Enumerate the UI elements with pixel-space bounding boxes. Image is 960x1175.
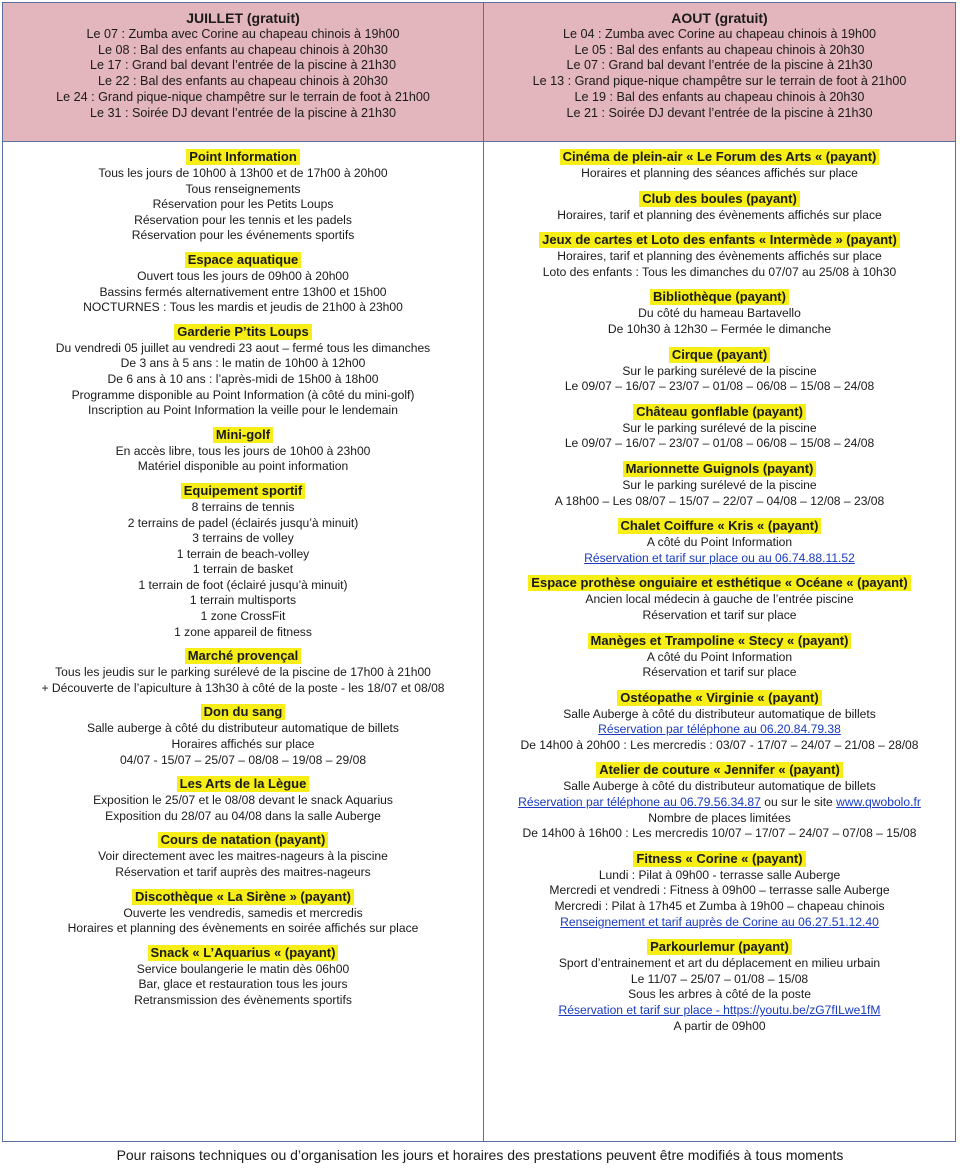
section-body <box>484 306 955 337</box>
section-line: 1 terrain de beach-volley <box>176 546 310 561</box>
section-line: Du vendredi 05 juillet au vendredi 23 aout – fermé tous les dimanches <box>55 340 431 355</box>
section-title: Chalet Coiffure « Kris « (payant) <box>618 518 822 534</box>
august-event: Le 21 : Soirée DJ devant l’entrée de la piscine à 21h30 <box>566 105 873 120</box>
section-title: Ostéopathe « Virginie « (payant) <box>617 690 821 706</box>
section-body <box>3 793 483 824</box>
section-line: De 6 ans à 10 ans : l’après-midi de 15h00 à 18h00 <box>107 371 379 386</box>
activity-section <box>3 251 483 316</box>
section-body <box>3 721 483 768</box>
section-line: Voir directement avec les maitres-nageurs à la piscine <box>98 849 388 864</box>
section-line: Le 11/07 – 25/07 – 01/08 – 15/08 <box>630 971 809 986</box>
section-line: Réservation pour les événements sportifs <box>131 228 355 243</box>
section-line: Le 09/07 – 16/07 – 23/07 – 01/08 – 06/08 – 15/08 – 24/08 <box>564 379 875 394</box>
section-line: Sous les arbres à côté de la poste <box>628 987 811 1002</box>
section-title: Snack « L’Aquarius « (payant) <box>148 945 339 961</box>
section-title: Discothèque « La Sirène » (payant) <box>132 889 354 905</box>
booking-link[interactable]: Renseignement et tarif auprès de Corine au 06.27.51.12.40 <box>560 914 879 929</box>
section-body <box>3 906 483 937</box>
section-line: Sur le parking surélevé de la piscine <box>622 477 817 492</box>
section-line: Horaires affichés sur place <box>171 737 315 752</box>
section-line: Bassins fermés alternativement entre 13h00 et 15h00 <box>99 284 387 299</box>
activity-section <box>3 482 483 640</box>
july-event: Le 22 : Bal des enfants au chapeau chinois à 20h30 <box>98 74 388 89</box>
section-body <box>484 208 955 224</box>
section-line: A partir de 09h00 <box>673 1018 766 1033</box>
section-line: Ouvert tous les jours de 09h00 à 20h00 <box>137 268 349 283</box>
section-body <box>484 249 955 280</box>
section-body <box>484 535 955 566</box>
section-line: Sport d’entrainement et art du déplacement en milieu urbain <box>558 956 881 971</box>
section-body <box>3 500 483 640</box>
right-activities-column <box>484 142 955 1141</box>
section-title: Marionnette Guignols (payant) <box>623 461 817 477</box>
section-line: Sur le parking surélevé de la piscine <box>622 420 817 435</box>
section-line: En accès libre, tous les jours de 10h00 à 23h00 <box>115 443 371 458</box>
section-title: Espace aquatique <box>185 252 302 268</box>
section-line: Réservation pour les tennis et les padels <box>134 212 352 227</box>
section-line: De 3 ans à 5 ans : le matin de 10h00 à 12h00 <box>120 356 366 371</box>
activity-section <box>484 346 955 395</box>
section-line: Salle auberge à côté du distributeur automatique de billets <box>87 721 399 736</box>
august-event: Le 19 : Bal des enfants au chapeau chinois à 20h30 <box>574 89 865 104</box>
activity-section <box>484 288 955 337</box>
section-line: Ancien local médecin à gauche de l’entrée piscine <box>585 592 854 607</box>
section-line: Horaires, tarif et planning des évènements affichés sur place <box>557 249 882 264</box>
july-header <box>3 3 484 142</box>
july-event: Le 24 : Grand pique-nique champêtre sur le terrain de foot à 21h00 <box>56 89 430 104</box>
section-line: Exposition le 25/07 et le 08/08 devant le snack Aquarius <box>93 793 393 808</box>
section-line: Le 09/07 – 16/07 – 23/07 – 01/08 – 06/08 – 15/08 – 24/08 <box>564 436 875 451</box>
section-line: Ouverte les vendredis, samedis et mercredis <box>123 905 363 920</box>
section-line: Salle Auberge à côté du distributeur automatique de billets <box>563 706 876 721</box>
section-title: Marché provençal <box>185 648 302 664</box>
website-link[interactable]: www.qwobolo.fr <box>836 795 921 810</box>
activity-section <box>484 460 955 509</box>
section-line: Tous renseignements <box>185 181 301 196</box>
section-line: Réservation et tarif auprès des maitres-nageurs <box>115 865 371 879</box>
section-title: Cinéma de plein-air « Le Forum des Arts « (payant) <box>560 149 880 165</box>
section-line: Bar, glace et restauration tous les jours <box>138 977 348 992</box>
section-line: Loto des enfants : Tous les dimanches du 07/07 au 25/08 à 10h30 <box>542 264 897 279</box>
activity-section <box>3 944 483 1009</box>
section-body <box>484 956 955 1034</box>
july-title: JUILLET (gratuit) <box>186 10 300 26</box>
section-line: De 14h00 à 20h00 : Les mercredis : 03/07 - 17/07 – 24/07 – 21/08 – 28/08 <box>520 737 919 752</box>
section-body <box>484 364 955 395</box>
section-line: Tous les jeudis sur le parking surélevé de la piscine de 17h00 à 21h00 <box>55 665 431 680</box>
july-event: Le 08 : Bal des enfants au chapeau chinois à 20h30 <box>98 42 388 57</box>
july-event: Le 17 : Grand bal devant l’entrée de la piscine à 21h30 <box>90 58 396 73</box>
section-line: Inscription au Point Information la veille pour le lendemain <box>88 403 398 418</box>
booking-link[interactable]: Réservation et tarif sur place ou au 06.74.88.11.52 <box>584 550 855 565</box>
section-body <box>484 166 955 182</box>
section-line: Horaires et planning des évènements en soirée affichés sur place <box>67 921 419 936</box>
section-line: A côté du Point Information <box>646 649 793 664</box>
section-line: 2 terrains de padel (éclairés jusqu’à minuit) <box>127 515 359 530</box>
section-line: 3 terrains de volley <box>192 531 294 546</box>
august-title: AOUT (gratuit) <box>671 10 768 26</box>
section-line: Exposition du 28/07 au 04/08 dans la salle Auberge <box>105 808 381 823</box>
section-line: Sur le parking surélevé de la piscine <box>622 363 817 378</box>
activity-section <box>484 689 955 754</box>
section-line: De 10h30 à 12h30 – Fermée le dimanche <box>607 321 832 336</box>
section-line: Nombre de places limitées <box>648 810 791 825</box>
section-title: Cours de natation (payant) <box>158 832 329 848</box>
activity-section <box>3 775 483 824</box>
section-line: Salle Auberge à côté du distributeur automatique de billets <box>563 779 876 794</box>
section-title: Fitness « Corine « (payant) <box>633 851 805 867</box>
section-title: Don du sang <box>201 704 286 720</box>
section-body <box>484 592 955 623</box>
section-line: A côté du Point Information <box>646 535 793 550</box>
section-title: Espace prothèse onguiaire et esthétique « Océane « (payant) <box>528 575 910 591</box>
section-body <box>484 868 955 930</box>
left-activities-column <box>3 142 484 1141</box>
activity-section <box>484 761 955 841</box>
program-table <box>2 2 956 1142</box>
section-line: 8 terrains de tennis <box>191 499 295 514</box>
section-title: Mini-golf <box>213 427 273 443</box>
section-body <box>484 707 955 754</box>
activity-section <box>484 850 955 930</box>
section-body <box>484 779 955 841</box>
july-event: Le 31 : Soirée DJ devant l’entrée de la piscine à 21h30 <box>90 105 396 120</box>
section-line: NOCTURNES : Tous les mardis et jeudis de 21h00 à 23h00 <box>83 300 403 315</box>
section-title: Les Arts de la Lègue <box>177 776 310 792</box>
activity-section <box>484 231 955 280</box>
activity-section <box>3 323 483 419</box>
august-event: Le 04 : Zumba avec Corine au chapeau chinois à 19h00 <box>563 27 876 41</box>
activity-section <box>484 403 955 452</box>
section-body <box>3 444 483 475</box>
section-line: Mercredi : Pilat à 17h45 et Zumba à 19h00 – chapeau chinois <box>554 899 885 914</box>
activity-section <box>3 831 483 880</box>
section-body <box>484 478 955 509</box>
activity-section <box>484 938 955 1034</box>
section-line: Tous les jours de 10h00 à 13h00 et de 17h00 à 20h00 <box>98 166 388 180</box>
section-line: Matériel disponible au point information <box>137 459 349 474</box>
section-body <box>3 166 483 244</box>
section-title: Jeux de cartes et Loto des enfants « Intermède » (payant) <box>539 232 900 248</box>
august-event: Le 13 : Grand pique-nique champêtre sur le terrain de foot à 21h00 <box>532 74 907 89</box>
booking-link[interactable]: Réservation par téléphone au 06.20.84.79.38 <box>598 722 841 737</box>
section-line: Horaires, tarif et planning des évènements affichés sur place <box>557 207 882 222</box>
section-body <box>3 962 483 1009</box>
section-line: Réservation et tarif sur place <box>642 607 797 622</box>
section-line: Service boulangerie le matin dès 06h00 <box>136 961 350 976</box>
section-title: Cirque (payant) <box>669 347 770 363</box>
section-line: Programme disponible au Point Information (à côté du mini-golf) <box>71 387 415 402</box>
july-event: Le 07 : Zumba avec Corine au chapeau chinois à 19h00 <box>86 27 400 41</box>
section-line: Réservation et tarif sur place <box>642 665 797 680</box>
section-line: Lundi : Pilat à 09h00 - terrasse salle Auberge <box>598 867 841 882</box>
section-line: 1 terrain multisports <box>189 593 297 608</box>
section-title: Manèges et Trampoline « Stecy « (payant) <box>588 633 852 649</box>
section-line: Mercredi et vendredi : Fitness à 09h00 – terrasse salle Auberge <box>549 883 890 898</box>
section-line: De 14h00 à 16h00 : Les mercredis 10/07 – 17/07 – 24/07 – 07/08 – 15/08 <box>522 826 917 841</box>
activity-section <box>484 190 955 224</box>
section-title: Club des boules (payant) <box>639 191 800 207</box>
section-body <box>3 665 483 696</box>
booking-link[interactable]: Réservation et tarif sur place - https://youtu.be/zG7fILwe1fM <box>558 1003 881 1017</box>
section-title: Garderie P’tits Loups <box>174 324 311 340</box>
section-line: Réservation pour les Petits Loups <box>152 197 334 212</box>
activity-section <box>3 888 483 937</box>
section-line: 1 zone CrossFit <box>200 609 286 624</box>
activity-section <box>484 574 955 623</box>
section-body <box>484 421 955 452</box>
section-line: 04/07 - 15/07 – 25/07 – 08/08 – 19/08 – 29/08 <box>119 752 367 767</box>
section-line: 1 terrain de foot (éclairé jusqu’à minuit) <box>138 577 348 592</box>
section-body <box>3 269 483 316</box>
activity-section <box>3 148 483 244</box>
section-line: 1 zone appareil de fitness <box>174 624 312 639</box>
activity-section <box>3 703 483 768</box>
footer-note: Pour raisons techniques ou d’organisation les jours et horaires des prestations peuvent être modifiés à tous moments <box>116 1147 844 1163</box>
activity-section <box>3 647 483 696</box>
section-body <box>484 650 955 681</box>
section-line: A 18h00 – Les 08/07 – 15/07 – 22/07 – 04/08 – 12/08 – 23/08 <box>554 493 885 508</box>
august-event: Le 05 : Bal des enfants au chapeau chinois à 20h30 <box>574 42 865 57</box>
section-title: Atelier de couture « Jennifer « (payant) <box>596 762 843 778</box>
activity-section <box>484 632 955 681</box>
section-line: Retransmission des évènements sportifs <box>134 992 352 1007</box>
activity-section <box>484 148 955 182</box>
section-title: Equipement sportif <box>181 483 305 499</box>
section-title: Parkourlemur (payant) <box>647 939 792 955</box>
booking-line <box>484 795 955 811</box>
activity-section <box>484 517 955 566</box>
activity-section <box>3 426 483 475</box>
section-line: Du côté du hameau Bartavello <box>638 306 801 321</box>
section-line: Horaires et planning des séances affichés sur place <box>581 166 858 180</box>
section-line: + Découverte de l’apiculture à 13h30 à côté de la poste - les 18/07 et 08/08 <box>41 680 445 695</box>
section-title: Point Information <box>186 149 300 165</box>
section-body <box>3 849 483 880</box>
section-title: Bibliothèque (payant) <box>650 289 789 305</box>
section-body <box>3 341 483 419</box>
section-title: Château gonflable (payant) <box>633 404 806 420</box>
phone-booking-link[interactable]: Réservation par téléphone au 06.79.56.34.87 <box>518 795 761 810</box>
booking-connector: ou sur le site <box>760 795 837 810</box>
august-event: Le 07 : Grand bal devant l’entrée de la piscine à 21h30 <box>566 58 873 73</box>
august-header <box>484 3 955 142</box>
section-line: 1 terrain de basket <box>192 562 294 577</box>
